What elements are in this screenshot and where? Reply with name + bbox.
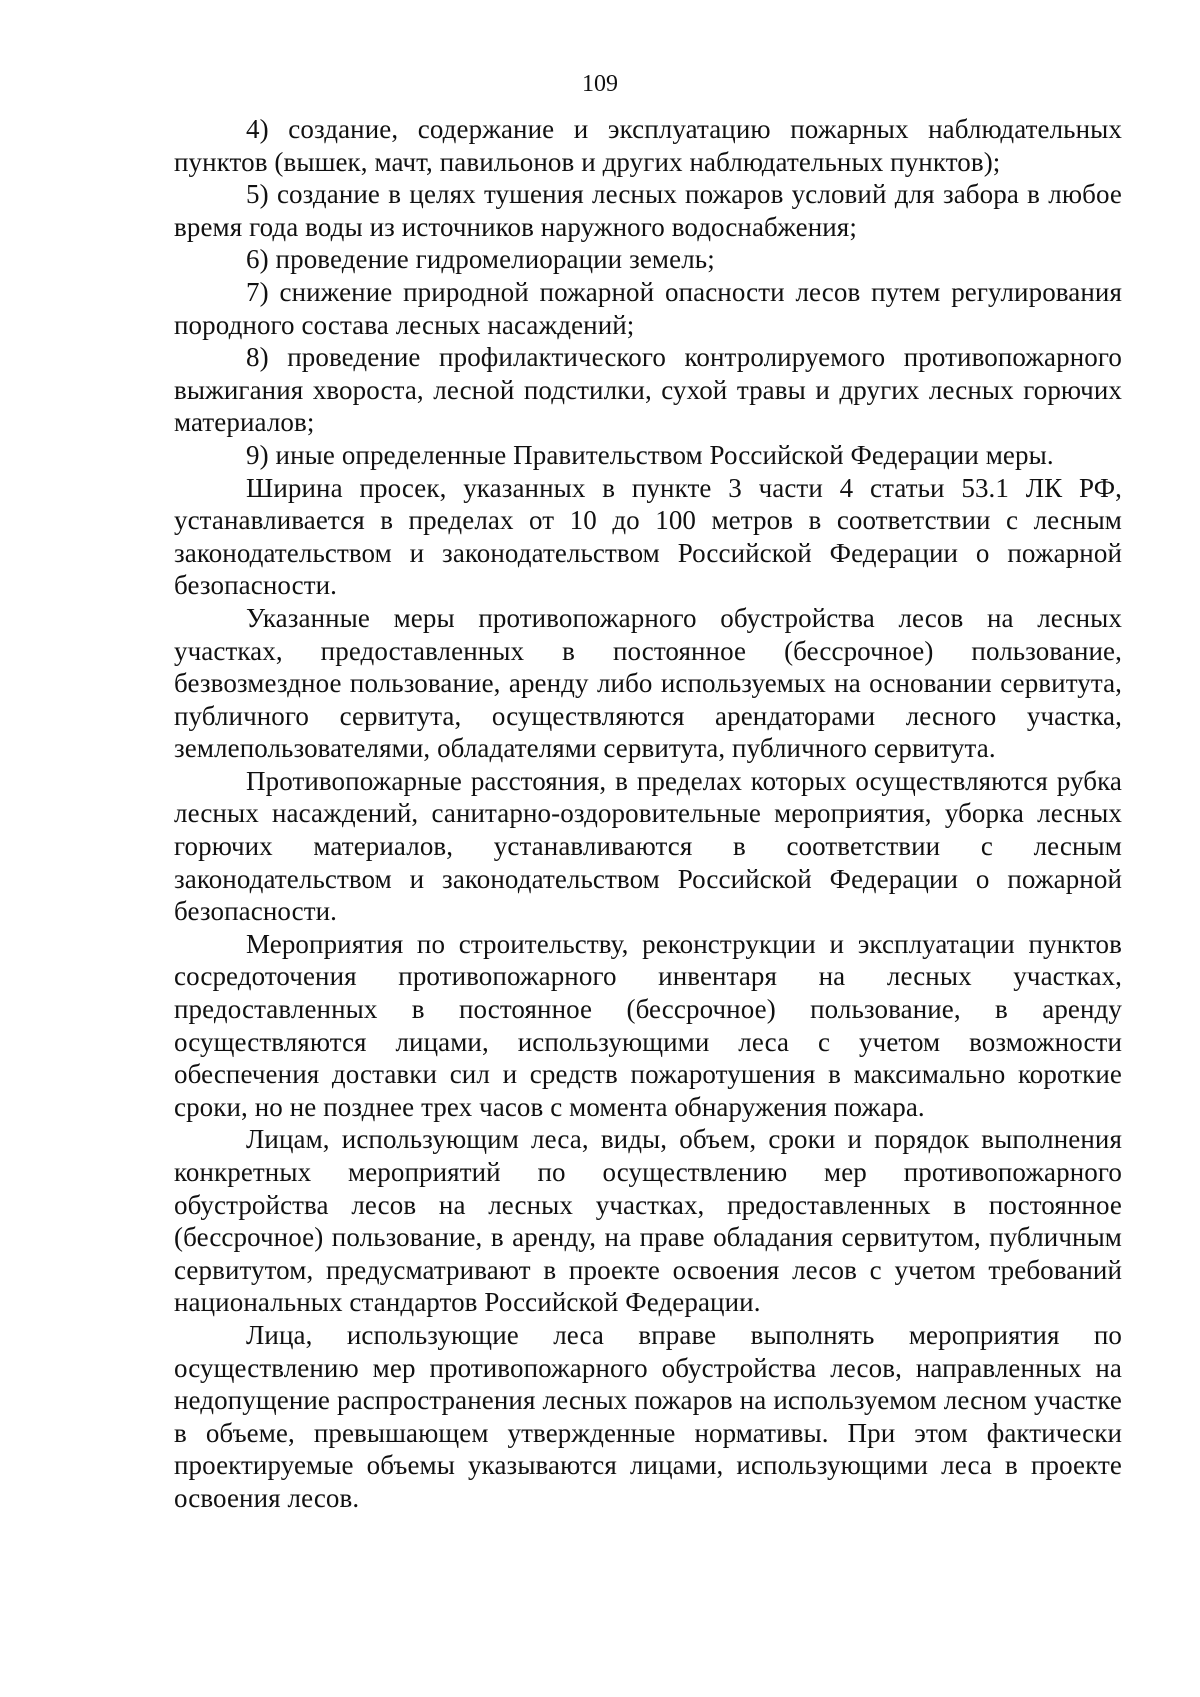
page-number: 109 (582, 71, 618, 97)
document-body (174, 113, 1122, 1515)
paragraph-item-6: 6) проведение гидромелиорации земель; (246, 244, 715, 275)
paragraph-item-9: 9) иные определенные Правительством Российской Федерации меры. (246, 439, 1054, 470)
paragraph-forest-development-project: Лицам, использующим леса, виды, объем, сроки и порядок выполнения конкретных мероприятий по осуществлению мер противопожарного обустройства лесов на лесных участках, предоставленных в постоянное (бессрочное) пользование, в аренду, на праве обладания сервитутом, публичным сервитутом, предусматривают в проекте освоения лесов с учетом требований национальных стандартов Российской Федерации. (174, 1124, 1122, 1318)
paragraph-item-7: 7) снижение природной пожарной опасности лесов путем регулирования породного состава лесных насаждений; (174, 276, 1122, 340)
paragraph-item-4: 4) создание, содержание и эксплуатацию пожарных наблюдательных пунктов (вышек, мачт, павильонов и других наблюдательных пунктов); (174, 114, 1122, 177)
paragraph-clearing-width: Ширина просек, указанных в пункте 3 части 4 статьи 53.1 ЛК РФ, устанавливается в пределах от 10 до 100 метров в соответствии с лесным законодательством и законодательством Российской Федерации о пожарной безопасности. (174, 472, 1122, 601)
paragraph-fire-distances: Противопожарные расстояния, в пределах которых осуществляются рубка лесных насаждений, санитарно-оздоровительные мероприятия, уборка лесных горючих материалов, устанавливаются в соответствии с лесным законодательством и законодательством Российской Федерации о пожарной безопасности. (174, 765, 1122, 927)
paragraph-additional-measures: Лица, использующие леса вправе выполнять мероприятия по осуществлению мер противопожарного обустройства лесов, направленных на недопущение распространения лесных пожаров на используемом лесном участке в объеме, превышающем утвержденные нормативы. При этом фактически проектируемые объемы указываются лицами, использующими леса в проекте освоения лесов. (174, 1319, 1122, 1513)
paragraph-item-8: 8) проведение профилактического контролируемого противопожарного выжигания хвороста, лесной подстилки, сухой травы и других лесных горючих материалов; (174, 342, 1122, 438)
paragraph-item-5: 5) создание в целях тушения лесных пожаров условий для забора в любое время года воды из источников наружного водоснабжения; (174, 179, 1122, 242)
paragraph-inventory-points: Мероприятия по строительству, реконструкции и эксплуатации пунктов сосредоточения противопожарного инвентаря на лесных участках, предоставленных в постоянное (бессрочное) пользование, в аренду осуществляются лицами, использующими леса с учетом возможности обеспечения доставки сил и средств пожаротушения в максимально короткие сроки, но не позднее трех часов с момента обнаружения пожара. (174, 928, 1122, 1122)
paragraph-measures-executors: Указанные меры противопожарного обустройства лесов на лесных участках, предоставленных в постоянное (бессрочное) пользование, безвозмездное пользование, аренду либо используемых на основании сервитута, публичного сервитута, осуществляются арендаторами лесного участка, землепользователями, обладателями сервитута, публичного сервитута. (174, 602, 1122, 764)
